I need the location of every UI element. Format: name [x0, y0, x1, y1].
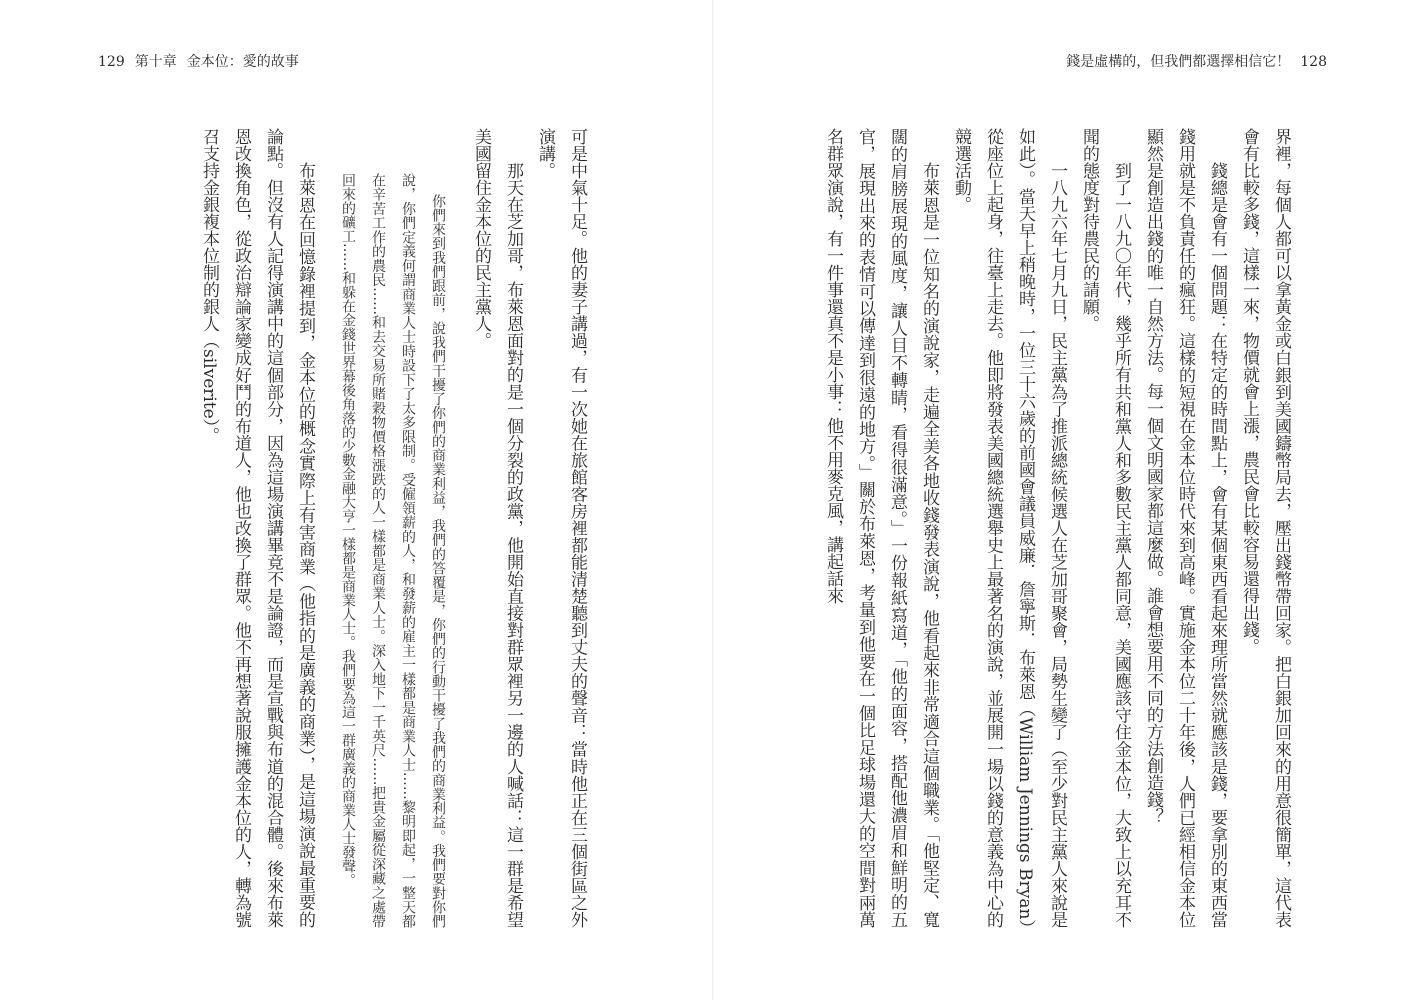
right-page-number: 128	[1300, 54, 1327, 70]
right-page	[714, 0, 1427, 1000]
book-title: 錢是虛構的，但我們都選擇相信它！	[1066, 54, 1291, 70]
left-page-body	[113, 128, 593, 928]
left-page-header	[98, 52, 299, 72]
paragraph: 布萊恩在回憶錄裡提到，金本位的概念實際上有害商業（他指的是廣義的商業），是這場演說最重要的論點。但沒有人記得演講中的這個部分，因為這場演講畢竟不是論證，而是宣戰與布道的混合體。後來布萊恩改換角色，從政治辯論家變成好鬥的布道人，他也改換了群眾。他不再想著說服擁護金本位的人，轉為號召支持金銀複本位制的銀人（silverite）。	[199, 128, 315, 928]
left-page-number: 129	[98, 54, 125, 70]
paragraph: 那天在芝加哥，布萊恩面對的是一個分裂的政黨，他開始直接對群眾裡另一邊的人喊話：這一群是希望美國留住金本位的民主黨人。	[471, 128, 523, 928]
right-page-body	[823, 128, 1297, 928]
paragraph: 一八九六年七月九日，民主黨為了推派總統候選人在芝加哥聚會，局勢生變了（至少對民主黨人來說是如此）。當天早上稍晚時，一位三十六歲的前國會議員威廉．詹寧斯．布萊恩（William Jennings Bryan）從座位上起身，往臺上走去。他即將發表美國總統選舉史上最著名的演說，並展開一場以錢的意義為中心的競選活動。	[951, 128, 1067, 928]
paragraph: 可是中氣十足。他的妻子講過，有一次她在旅館客房裡都能清楚聽到丈夫的聲音：當時他正在三個街區之外演講。	[535, 128, 587, 928]
left-page	[0, 0, 713, 1000]
right-page-header	[1066, 52, 1337, 72]
paragraph: 布萊恩是一位知名的演說家，走遍全美各地收錢發表演說，他看起來非常適合這個職業。「他堅定、寬闊的肩膀展現的風度，讓人目不轉睛，看得很滿意。」一份報紙寫道，「他的面容，搭配他濃眉和鮮明的五官，展現出來的表情可以傳達到很遠的地方。」關於布萊恩，考量到他要在一個比足球場還大的空間對兩萬名群眾演說，有一件事還真不是小事：他不用麥克風，講起話來	[823, 128, 939, 928]
chapter-title: 金本位：愛的故事	[186, 54, 299, 70]
block-quote: 你們來到我們跟前，說我們干擾了你們的商業利益，我們的答覆是，你們的行動干擾了我們的商業利益。我們要對你們說，你們定義何謂商業人士時設下了太多限制。受僱領薪的人，和發薪的雇主一樣都是商業人士……黎明即起，一整天都在辛苦工作的農民……和去交易所賭穀物價格漲跌的人一樣都是商業人士。深入地下一千英尺……把貴金屬從深藏之處帶回來的礦工……和躲在金錢世界幕後角落的少數金融大亨一樣都是商業人士。我們要為這一群廣義的商業人士發聲。	[340, 172, 446, 928]
paragraph: 錢總是會有一個問題：在特定的時間點上，會有某個東西看起來理所當然就應該是錢，要拿別的東西當錢用就是不負責任的瘋狂。這樣的短視在金本位時代來到高峰。實施金本位二十年後，人們已經相信金本位顯然是創造出錢的唯一自然方法。每一個文明國家都這麼做。誰會想要用不同的方法創造錢？	[1143, 128, 1227, 928]
chapter-label: 第十章	[134, 54, 177, 70]
paragraph: 到了一八九〇年代，幾乎所有共和黨人和多數民主黨人都同意，美國應該守住金本位，大致上以充耳不聞的態度對待農民的請願。	[1079, 128, 1131, 928]
paragraph: 界裡，每個人都可以拿黃金或白銀到美國鑄幣局去，壓出錢幣帶回家。把白銀加回來的用意很簡單，這代表會有比較多錢，這樣一來，物價就會上漲，農民會比較容易還得出錢。	[1239, 128, 1291, 928]
